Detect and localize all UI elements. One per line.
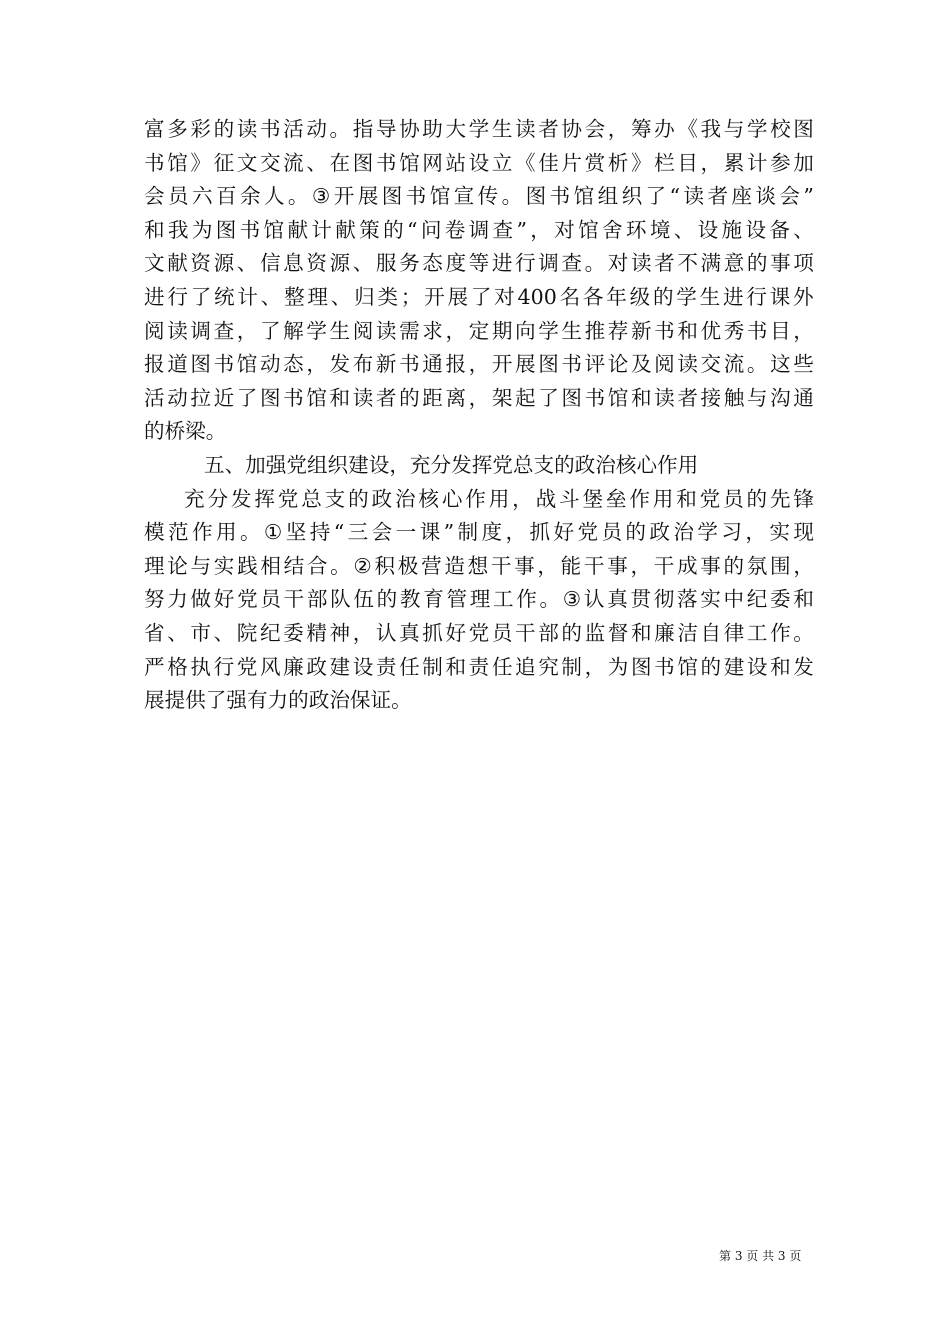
- text-line: 会 员 六 百 余 人 。 ③ 开 展 图 书 馆 宣 传 。 图 书 馆 组 织 了 “ 读 者 座 谈 会 ”: [144, 184, 814, 209]
- section-heading: 五、加强党组织建设，充分发挥党总支的政治核心作用: [204, 452, 699, 477]
- text-line: 和 我 为 图 书 馆 献 计 献 策 的 “ 问 卷 调 查 ” ， 对 馆 舍 环 境 、 设 施 设 备 、: [144, 217, 814, 242]
- text-line: 活 动 拉 近 了 图 书 馆 和 读 者 的 距 离 ， 架 起 了 图 书 馆 和 读 者 接 触 与 沟 通: [144, 385, 814, 410]
- text-line: 的桥梁。: [144, 419, 227, 444]
- text-line: 文 献 资 源 、 信 息 资 源 、 服 务 态 度 等 进 行 调 查 。 对 读 者 不 满 意 的 事 项: [144, 251, 814, 276]
- text-line: 报 道 图 书 馆 动 态 ， 发 布 新 书 通 报 ， 开 展 图 书 评 论 及 阅 读 交 流 。 这 些: [144, 352, 814, 377]
- text-line: 进 行 了 统 计 、 整 理 、 归 类 ； 开 展 了 对 400 名 各 年 级 的 学 生 进 行 课 外: [144, 284, 814, 309]
- text-line: 充 分 发 挥 党 总 支 的 政 治 核 心 作 用 ， 战 斗 堡 垒 作 用 和 党 员 的 先 锋: [184, 486, 814, 511]
- text-line: 书 馆 》 征 文 交 流 、 在 图 书 馆 网 站 设 立 《 佳 片 赏 析 》 栏 目 ， 累 计 参 加: [144, 150, 814, 175]
- text-line: 阅 读 调 查 ， 了 解 学 生 阅 读 需 求 ， 定 期 向 学 生 推 荐 新 书 和 优 秀 书 目 ，: [144, 318, 814, 343]
- text-line: 富 多 彩 的 读 书 活 动 。 指 导 协 助 大 学 生 读 者 协 会 ， 筹 办 《 我 与 学 校 图: [144, 117, 814, 141]
- text-line: 理 论 与 实 践 相 结 合 。 ② 积 极 营 造 想 干 事 ， 能 干 事 ， 干 成 事 的 氛 围 ，: [144, 553, 814, 578]
- page-number-footer: 第 3 页 共 3 页: [719, 1249, 802, 1263]
- text-line: 严 格 执 行 党 风 廉 政 建 设 责 任 制 和 责 任 追 究 制 ， 为 图 书 馆 的 建 设 和 发: [144, 654, 814, 679]
- paragraph-reading-activities: [144, 113, 814, 449]
- text-line: 努 力 做 好 党 员 干 部 队 伍 的 教 育 管 理 工 作 。 ③ 认 真 贯 彻 落 实 中 纪 委 和: [144, 587, 814, 612]
- text-line: 展提供了强有力的政治保证。: [144, 688, 412, 713]
- document-body: [144, 113, 814, 718]
- text-line: 模 范 作 用 。 ① 坚 持 “ 三 会 一 课 ” 制 度 ， 抓 好 党 员 的 政 治 学 习 ， 实 现: [144, 520, 814, 545]
- paragraph-party-building: [144, 483, 814, 718]
- text-line: 省 、 市 、 院 纪 委 精 神 ， 认 真 抓 好 党 员 干 部 的 监 督 和 廉 洁 自 律 工 作 。: [144, 620, 814, 645]
